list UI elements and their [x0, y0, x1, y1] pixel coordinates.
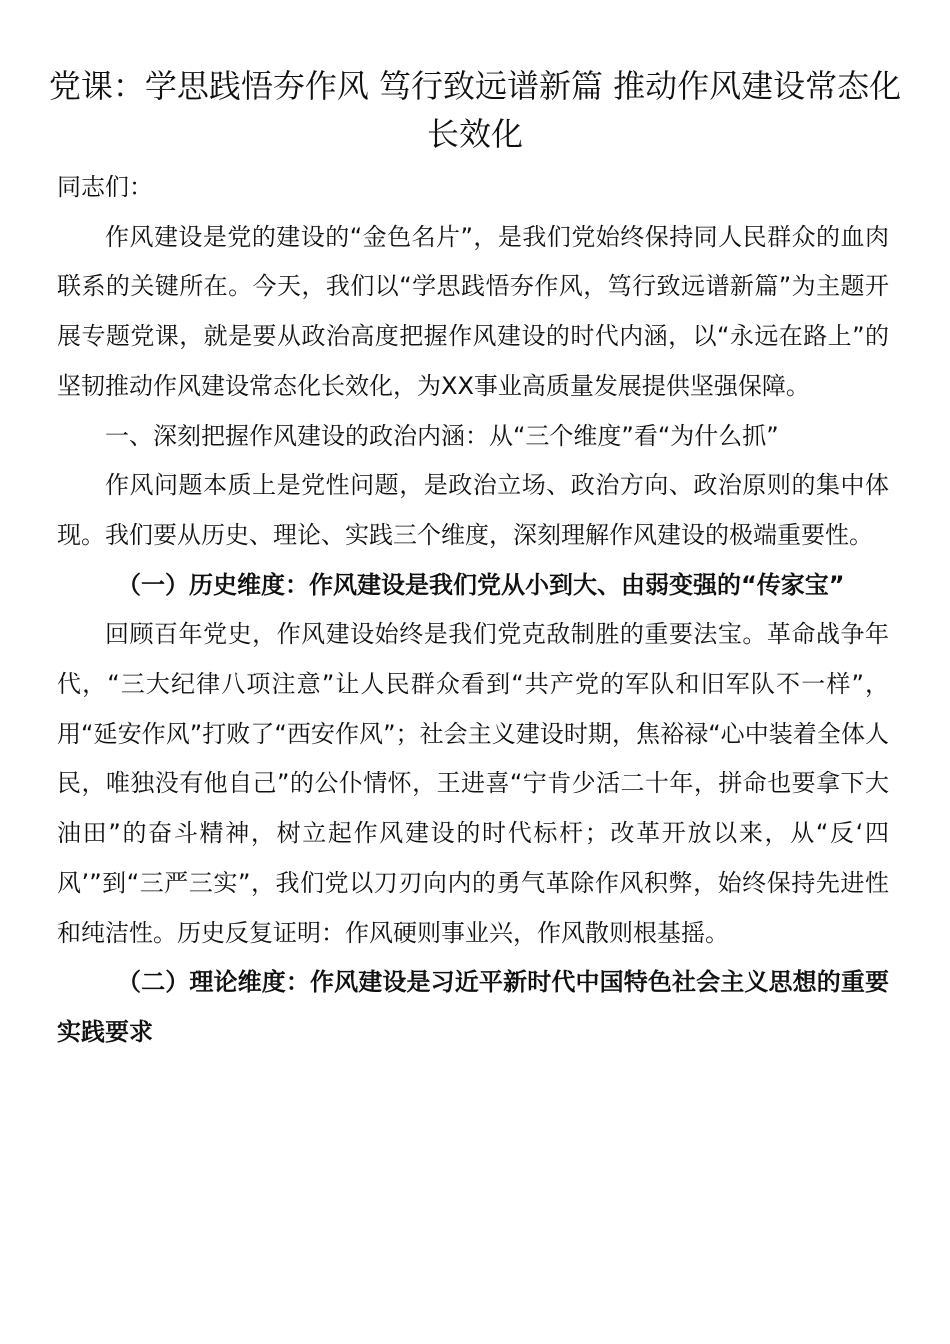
intro-paragraph: 作风建设是党的建设的“金色名片”，是我们党始终保持同人民群众的血肉联系的关键所在。今天，我们以“学思践悟夯作风，笃行致远谱新篇”为主题开展专题党课，就是要从政治高度把握作风建设的时代内涵，以“永远在路上”的坚韧推动作风建设常态化长效化，为XX事业高质量发展提供坚强保障。	[57, 222, 889, 400]
subsection-heading-1: （一）历史维度：作风建设是我们党从小到大、由弱变强的“传家宝”	[117, 570, 845, 599]
document-title: 党课：学思践悟夯作风 笃行致远谱新篇 推动作风建设常态化长效化	[48, 67, 902, 153]
document-body	[57, 163, 889, 1058]
salutation: 同志们：	[57, 173, 153, 201]
subsection-1-paragraph: 回顾百年党史，作风建设始终是我们党克敌制胜的重要法宝。革命战争年代，“三大纪律八项注意”让人民群众看到“共产党的军队和旧军队不一样”，用“延安作风”打败了“西安作风”；社会主义建设时期，焦裕禄“心中装着全体人民，唯独没有他自己”的公仆情怀，王进喜“宁肯少活二十年，拼命也要拿下大油田”的奋斗精神，树立起作风建设的时代标杆；改革开放以来，从“反‘四风’”到“三严三实”，我们党以刀刃向内的勇气革除作风积弊，始终保持先进性和纯洁性。历史反复证明：作风硬则事业兴，作风散则根基摇。	[57, 620, 889, 947]
section-1-paragraph: 作风问题本质上是党性问题，是政治立场、政治方向、政治原则的集中体现。我们要从历史、理论、实践三个维度，深刻理解作风建设的极端重要性。	[57, 471, 889, 549]
section-heading-1: 一、深刻把握作风建设的政治内涵：从“三个维度”看“为什么抓”	[105, 421, 779, 450]
subsection-heading-2: （二）理论维度：作风建设是习近平新时代中国特色社会主义思想的重要实践要求	[57, 968, 889, 1046]
